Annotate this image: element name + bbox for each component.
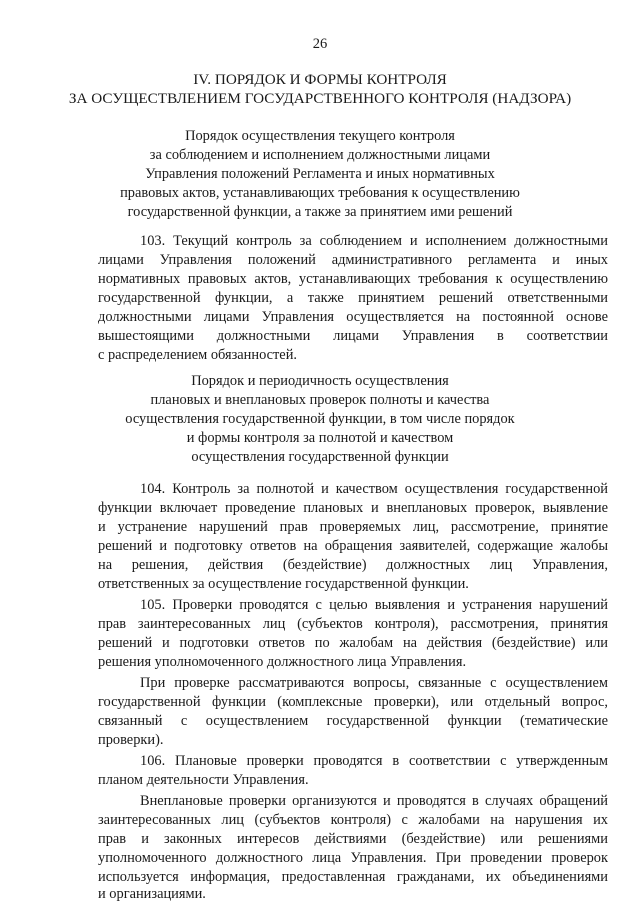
paragraph-line: и организациями. (98, 886, 206, 902)
page-number: 26 (312, 36, 328, 52)
paragraph-line: 105. Проверки проводятся с целью выявления и устранения нарушений (140, 597, 608, 613)
heading-line: Порядок и периодичность осуществления (191, 373, 449, 389)
paragraph-line: заинтересованных лиц (субъектов контроля) с жалобами на нарушения их (98, 812, 608, 828)
chapter-title-line-1: IV. ПОРЯДОК И ФОРМЫ КОНТРОЛЯ (193, 71, 447, 88)
paragraph-line: вышестоящими должностными лицами Управления в соответствии (98, 328, 608, 344)
chapter-title-line-2: ЗА ОСУЩЕСТВЛЕНИЕМ ГОСУДАРСТВЕННОГО КОНТРОЛЯ (НАДЗОРА) (68, 90, 572, 107)
heading-line: и формы контроля за полнотой и качеством (186, 430, 454, 446)
paragraph-line: 103. Текущий контроль за соблюдением и исполнением должностными (140, 233, 608, 249)
paragraph-line: функции включает проведение плановых и внеплановых проверок, выявление (98, 500, 608, 516)
heading-line: Порядок осуществления текущего контроля (185, 128, 455, 144)
paragraph-line: и устранение нарушений прав проверяемых лиц, рассмотрение, принятие (98, 519, 608, 535)
paragraph-line: на решения, действия (бездействие) должностных лиц Управления, (98, 557, 608, 573)
paragraph-line: планом деятельности Управления. (98, 772, 309, 788)
heading-line: Управления положений Регламента и иных нормативных (145, 166, 495, 182)
paragraph-line: с распределением обязанностей. (98, 347, 297, 363)
paragraph-line: государственной функции (комплексные проверки), или отдельный вопрос, (98, 694, 608, 710)
paragraph-line: лицами Управления положений административного регламента и иных (98, 252, 608, 268)
paragraph-line: уполномоченного должностного лица Управления. При проведении проверок (98, 850, 608, 866)
paragraph-line: используется информация, предоставленная гражданами, их объединениями (98, 869, 608, 885)
paragraph-line: решений и подготовки ответов по жалобам на действия (бездействие) или (98, 635, 608, 651)
paragraph-line: решения уполномоченного должностного лица Управления. (98, 654, 467, 670)
paragraph-line: проверки). (98, 732, 164, 748)
paragraph-line: прав и законных интересов действиями (бездействие) или решениями (98, 831, 608, 847)
paragraph-line: государственной функции, а также принятием решений ответственными (98, 290, 608, 306)
heading-line: за соблюдением и исполнением должностными лицами (149, 147, 491, 163)
heading-line: правовых актов, устанавливающих требования к осуществлению (120, 185, 520, 201)
paragraph-line: нормативных правовых актов, устанавливающих требования к осуществлению (98, 271, 608, 287)
heading-line: осуществления государственной функции (191, 449, 449, 465)
paragraph-line: решений и подготовку ответов на обращения заявителей, содержащие жалобы (98, 538, 608, 554)
heading-line: плановых и внеплановых проверок полноты и качества (150, 392, 490, 408)
paragraph-line: связанный с осуществлением государственной функции (тематические (98, 713, 608, 729)
heading-line: государственной функции, а также за принятием ими решений (127, 204, 513, 220)
paragraph-line: ответственных за осуществление государственной функции. (98, 576, 469, 592)
paragraph-line: 106. Плановые проверки проводятся в соответствии с утвержденным (140, 753, 608, 769)
paragraph-line: прав заинтересованных лиц (субъектов контроля), рассмотрения, принятия (98, 616, 608, 632)
paragraph-line: 104. Контроль за полнотой и качеством осуществления государственной (140, 481, 608, 497)
paragraph-line: Внеплановые проверки организуются и проводятся в случаях обращений (140, 793, 608, 809)
heading-line: осуществления государственной функции, в том числе порядок (125, 411, 515, 427)
paragraph-line: При проверке рассматриваются вопросы, связанные с осуществлением (140, 675, 608, 691)
paragraph-line: должностными лицами Управления осуществляется на постоянной основе (98, 309, 608, 325)
